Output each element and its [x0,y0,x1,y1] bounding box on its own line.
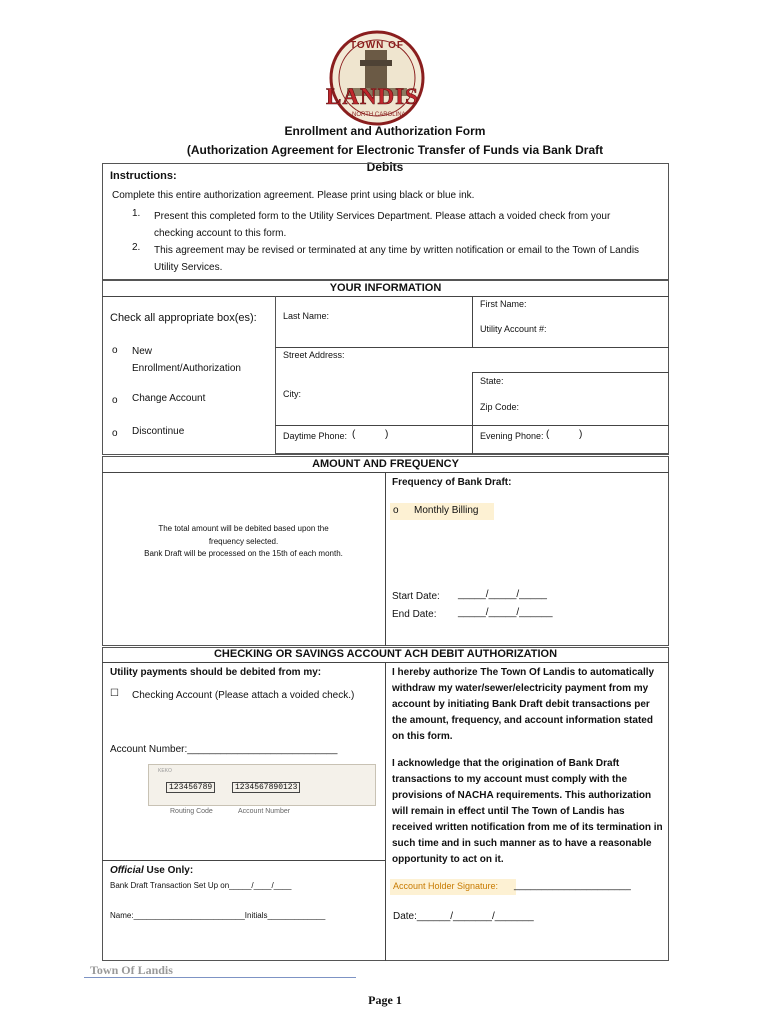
instruction-number: 1. [132,208,141,219]
account-digits: 1234567890123 [232,782,300,793]
city-field[interactable]: City: [283,389,301,399]
option-new-enrollment: New Enrollment/Authorization [132,346,241,374]
amount-heading: AMOUNT AND FREQUENCY [312,458,459,470]
paren-close: ) [385,429,389,440]
amount-note: Bank Draft will be processed on the 15th of each month. [144,549,343,558]
paren-open: ( [352,429,356,440]
paren-close: ) [579,429,583,440]
instruction-text: Present this completed form to the Utility Services Department. Please attach a voided check from your checking account to this form. [154,211,611,239]
checking-checkbox[interactable]: ☐ [110,688,119,699]
option-marker[interactable]: o [112,428,118,439]
ach-heading: CHECKING OR SAVINGS ACCOUNT ACH DEBIT AUTHORIZATION [213,648,558,660]
last-name-field[interactable]: Last Name: [283,311,330,321]
routing-digits: 123456789 [166,782,215,793]
start-date-label: Start Date: [392,591,440,602]
amount-note: The total amount will be debited based upon the [158,524,329,533]
option-marker[interactable]: o [112,345,118,356]
monthly-billing-label: Monthly Billing [414,505,479,516]
evening-phone-field[interactable]: Evening Phone: [480,431,544,441]
setup-date-field[interactable]: Bank Draft Transaction Set Up on_____/____/____ [110,881,292,890]
instruction-number: 2. [132,242,141,253]
official-use-rest: Use Only: [143,865,194,876]
logo-state: NORTH CAROLINA [352,112,406,118]
page-number: Page 1 [368,993,402,1007]
acknowledgement-text: I acknowledge that the origination of Bank Draft transactions to my account must comply with the provisions of NACHA requirements. This authorization will remain in effect until The Town of Landis has received written notification from me of its termination in such time and in such manner as to have a reasonable opportunity to act on it. [392,758,663,865]
daytime-phone-field[interactable]: Daytime Phone: [283,431,348,441]
official-use-label [110,865,193,876]
zip-code-field[interactable]: Zip Code: [480,402,520,412]
checking-account-label: Checking Account (Please attach a voided check.) [132,690,355,701]
frequency-label: Frequency of Bank Draft: [392,477,512,488]
instructions-heading: Instructions: [110,170,177,182]
option-discontinue: Discontinue [132,426,185,437]
signature-field[interactable]: _____________________ [514,880,631,891]
signature-label: Account Holder Signature: [393,881,499,891]
official-emphasis: Official [110,865,144,876]
amount-note: frequency selected. [208,537,279,546]
logo-name: LANDIS [326,84,419,109]
paren-open: ( [546,429,550,440]
your-info-heading: YOUR INFORMATION [329,282,442,294]
account-number-label: Account Number [238,808,291,815]
option-change-account: Change Account [132,393,206,404]
form-subtitle: (Authorization Agreement for Electronic Transfer of Funds via Bank Draft [186,143,604,157]
routing-code-label: Routing Code [170,808,213,815]
option-marker[interactable]: o [393,505,399,516]
name-initials-field[interactable]: Name:_________________________Initials_____________ [110,911,326,920]
option-marker[interactable]: o [112,395,118,406]
utility-account-field[interactable]: Utility Account #: [480,324,547,334]
check-header: KEKO [158,768,172,774]
first-name-field[interactable]: First Name: [480,299,527,309]
end-date-label: End Date: [392,609,437,620]
form-title: Enrollment and Authorization Form [284,124,486,138]
signature-date-field[interactable]: Date:______/_______/_______ [393,911,534,922]
footer-town: Town Of Landis [90,963,173,977]
check-boxes-label: Check all appropriate box(es): [110,312,257,324]
debited-from-label: Utility payments should be debited from my: [110,667,322,678]
street-address-field[interactable]: Street Address: [283,350,345,360]
start-date-field[interactable]: _____/_____/_____ [458,589,547,600]
end-date-field[interactable]: _____/_____/______ [458,607,553,618]
logo-top-text: TOWN OF [350,40,405,51]
instructions-intro: Complete this entire authorization agreement. Please print using black or blue ink. [112,190,475,201]
instruction-text: This agreement may be revised or terminated at any time by written notification or email to the Town of Landis Utility Services. [154,245,640,273]
form-subtitle-cont: Debits [366,160,404,174]
account-number-field[interactable]: Account Number:___________________________ [110,744,338,755]
authorization-text: I hereby authorize The Town Of Landis to automatically withdraw my water/sewer/electricity payment from my account by initiating Bank Draft debit transactions per the amount, frequency, and account information stated on this form. [392,667,655,742]
state-field[interactable]: State: [480,376,504,386]
